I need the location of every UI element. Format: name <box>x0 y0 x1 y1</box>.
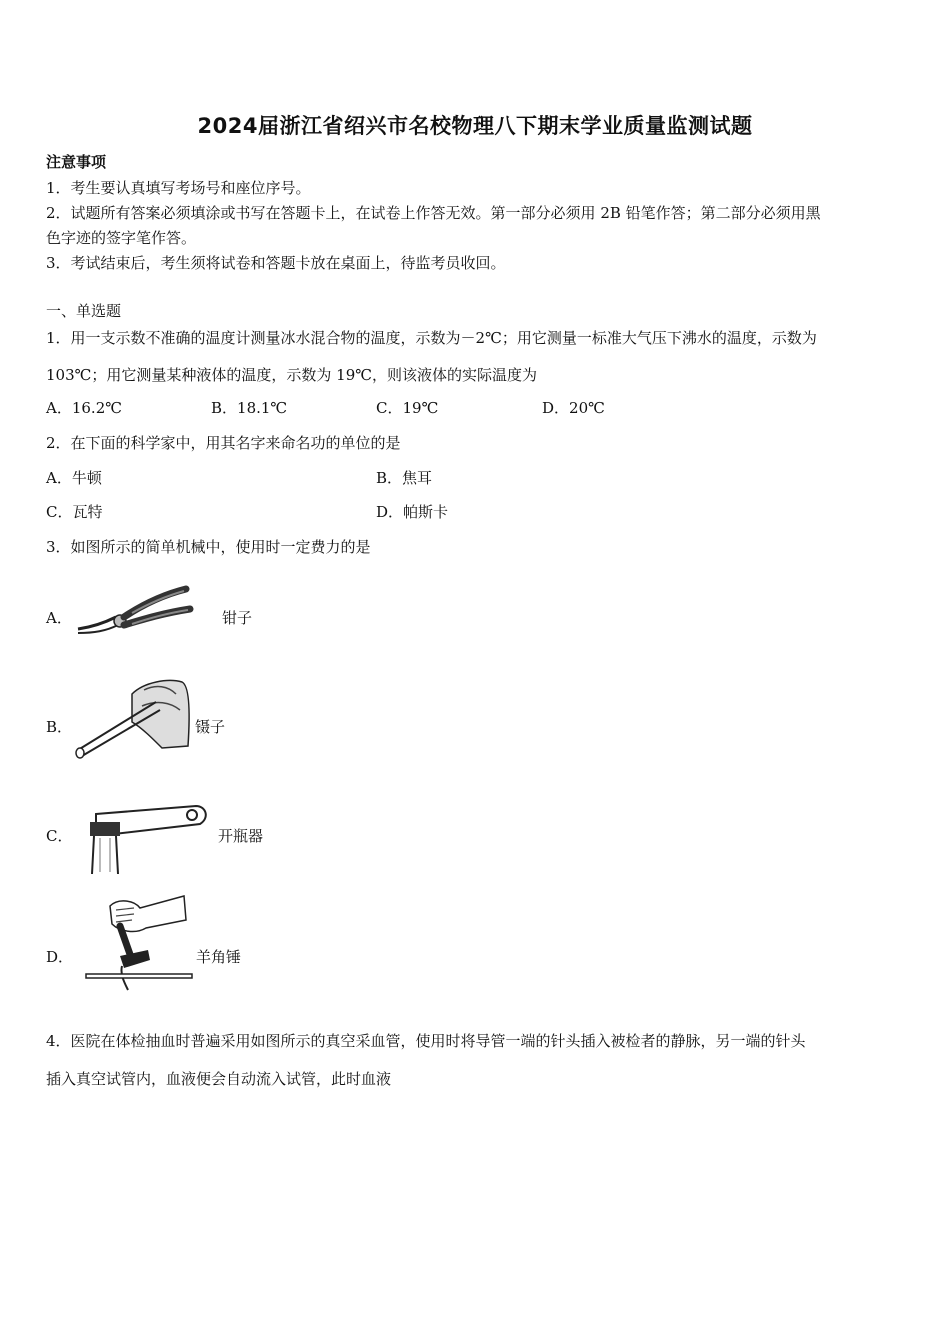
question-4-stem: 4．医院在体检抽血时普遍采用如图所示的真空采血管，使用时将导管一端的针头插入被检者的静脉，另一端的针头 <box>46 1032 806 1050</box>
q2-option-d: D．帕斯卡 <box>376 503 449 521</box>
q2-option-c: C．瓦特 <box>46 503 103 521</box>
q3-option-d-label: 羊角锤 <box>196 948 242 966</box>
q3-option-d-letter: D． <box>46 948 74 966</box>
notice-item: 1．考生要认真填写考场号和座位序号。 <box>46 179 311 197</box>
q1-option-d: D．20℃ <box>542 399 605 417</box>
question-2-stem: 2．在下面的科学家中，用其名字来命名功的单位的是 <box>46 434 401 452</box>
claw-hammer-icon <box>84 890 194 994</box>
q3-option-c-label: 开瓶器 <box>218 827 264 845</box>
q3-option-b-label: 镊子 <box>195 718 226 736</box>
q1-option-c: C．19℃ <box>376 399 439 417</box>
q3-option-a-letter: A． <box>46 609 72 627</box>
tweezers-icon <box>72 676 196 760</box>
q2-option-b: B．焦耳 <box>376 469 433 487</box>
q2-option-a: A．牛顿 <box>46 469 102 487</box>
question-1-stem-cont: 103℃；用它测量某种液体的温度，示数为 19℃，则该液体的实际温度为 <box>46 366 538 384</box>
q1-option-b: B．18.1℃ <box>211 399 288 417</box>
q3-option-b-letter: B． <box>46 718 73 736</box>
page-title: 2024届浙江省绍兴市名校物理八下期末学业质量监测试题 <box>197 114 753 138</box>
notice-item: 2．试题所有答案必须填涂或书写在答题卡上，在试卷上作答无效。第一部分必须用 2B 铅笔作答；第二部分必须用黑 <box>46 204 821 222</box>
notice-item: 色字迹的签字笔作答。 <box>46 229 197 247</box>
notice-heading: 注意事项 <box>46 153 107 171</box>
pliers-icon <box>72 583 202 645</box>
q3-option-a-label: 钳子 <box>222 609 253 627</box>
bottle-opener-icon <box>80 800 212 876</box>
q3-option-c-letter: C． <box>46 827 73 845</box>
question-4-stem-cont: 插入真空试管内，血液便会自动流入试管，此时血液 <box>46 1070 392 1088</box>
q1-option-a: A．16.2℃ <box>46 399 123 417</box>
notice-item: 3．考试结束后，考生须将试卷和答题卡放在桌面上，待监考员收回。 <box>46 254 506 272</box>
question-1-stem: 1．用一支示数不准确的温度计测量冰水混合物的温度，示数为－2℃；用它测量一标准大气压下沸水的温度，示数为 <box>46 329 817 347</box>
question-3-stem: 3．如图所示的简单机械中，使用时一定费力的是 <box>46 538 371 556</box>
section-heading: 一、单选题 <box>46 302 122 320</box>
